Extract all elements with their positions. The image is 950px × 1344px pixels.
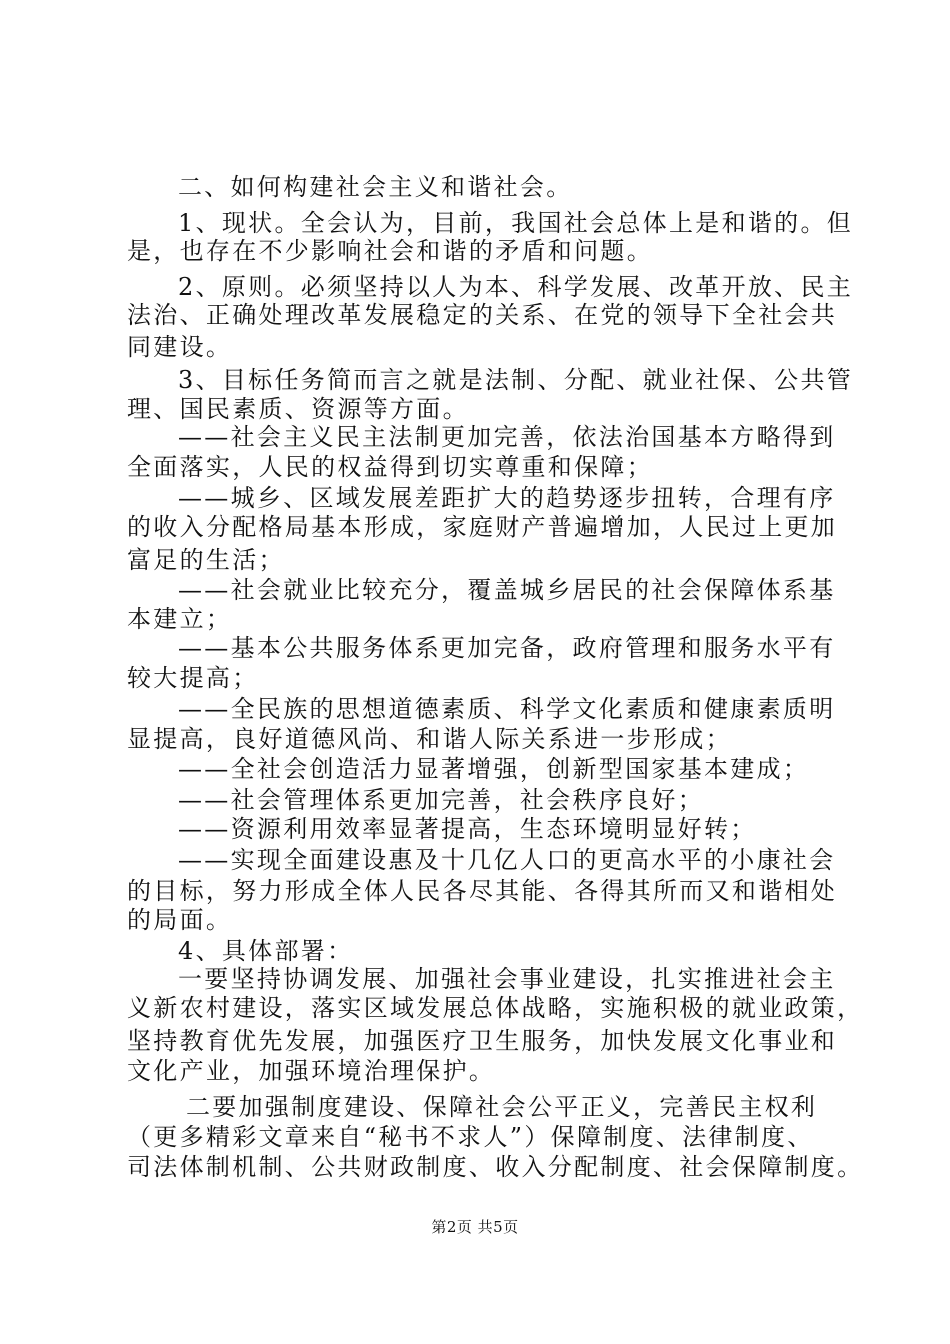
text-line: 理、国民素质、资源等方面。 [127, 395, 469, 423]
text-line: 较大提高； [127, 664, 259, 692]
text-line: 3、目标任务简而言之就是法制、分配、就业社保、公共管 [178, 366, 854, 394]
text-line: 2、原则。必须坚持以人为本、科学发展、改革开放、民主 [178, 273, 854, 301]
text-line: 坚持教育优先发展，加强医疗卫生服务，加快发展文化事业和 [127, 1027, 838, 1055]
text-line: ——社会管理体系更加完善，社会秩序良好； [178, 786, 704, 814]
text-line: 显提高，良好道德风尚、和谐人际关系进一步形成； [127, 725, 732, 753]
text-line: ——实现全面建设惠及十几亿人口的更高水平的小康社会 [178, 846, 836, 874]
page-number: 第2页 共5页 [431, 1218, 519, 1236]
text-line: 是，也存在不少影响社会和谐的矛盾和问题。 [127, 237, 653, 265]
text-line: 4、具体部署： [178, 937, 354, 965]
text-line: 1、现状。全会认为，目前，我国社会总体上是和谐的。但 [178, 209, 854, 237]
text-line: 一要坚持协调发展、加强社会事业建设，扎实推进社会主 [178, 965, 836, 993]
text-line: ——城乡、区域发展差距扩大的趋势逐步扭转，合理有序 [178, 484, 836, 512]
text-line: 的收入分配格局基本形成，家庭财产普遍增加，人民过上更加 [127, 513, 838, 541]
text-line: 义新农村建设，落实区域发展总体战略，实施积极的就业政策， [127, 994, 864, 1022]
text-line: 的目标，努力形成全体人民各尽其能、各得其所而又和谐相处 [127, 877, 838, 905]
text-line: 全面落实，人民的权益得到切实尊重和保障； [127, 453, 653, 481]
text-line: 的局面。 [127, 906, 233, 934]
text-line: ——基本公共服务体系更加完备，政府管理和服务水平有 [178, 634, 836, 662]
text-line: ——全民族的思想道德素质、科学文化素质和健康素质明 [178, 695, 836, 723]
text-line: 文化产业，加强环境治理保护。 [127, 1057, 496, 1085]
text-line: ——资源利用效率显著提高，生态环境明显好转； [178, 815, 757, 843]
text-line: 二、如何构建社会主义和谐社会。 [178, 173, 573, 201]
text-line: ——社会主义民主法制更加完善，依法治国基本方略得到 [178, 423, 836, 451]
text-line: 二要加强制度建设、保障社会公平正义，完善民主权利 [186, 1093, 818, 1121]
text-line: 本建立； [127, 605, 233, 633]
text-line: ——社会就业比较充分，覆盖城乡居民的社会保障体系基 [178, 576, 836, 604]
text-line: ——全社会创造活力显著增强，创新型国家基本建成； [178, 755, 810, 783]
text-line: 富足的生活； [127, 546, 285, 574]
text-line: 同建设。 [127, 333, 233, 361]
text-line: 司法体制机制、公共财政制度、收入分配制度、社会保障制度。 [127, 1153, 864, 1181]
text-line: 法治、正确处理改革发展稳定的关系、在党的领导下全社会共 [127, 301, 838, 329]
text-line: （更多精彩文章来自“秘书不求人”）保障制度、法律制度、 [127, 1123, 814, 1151]
